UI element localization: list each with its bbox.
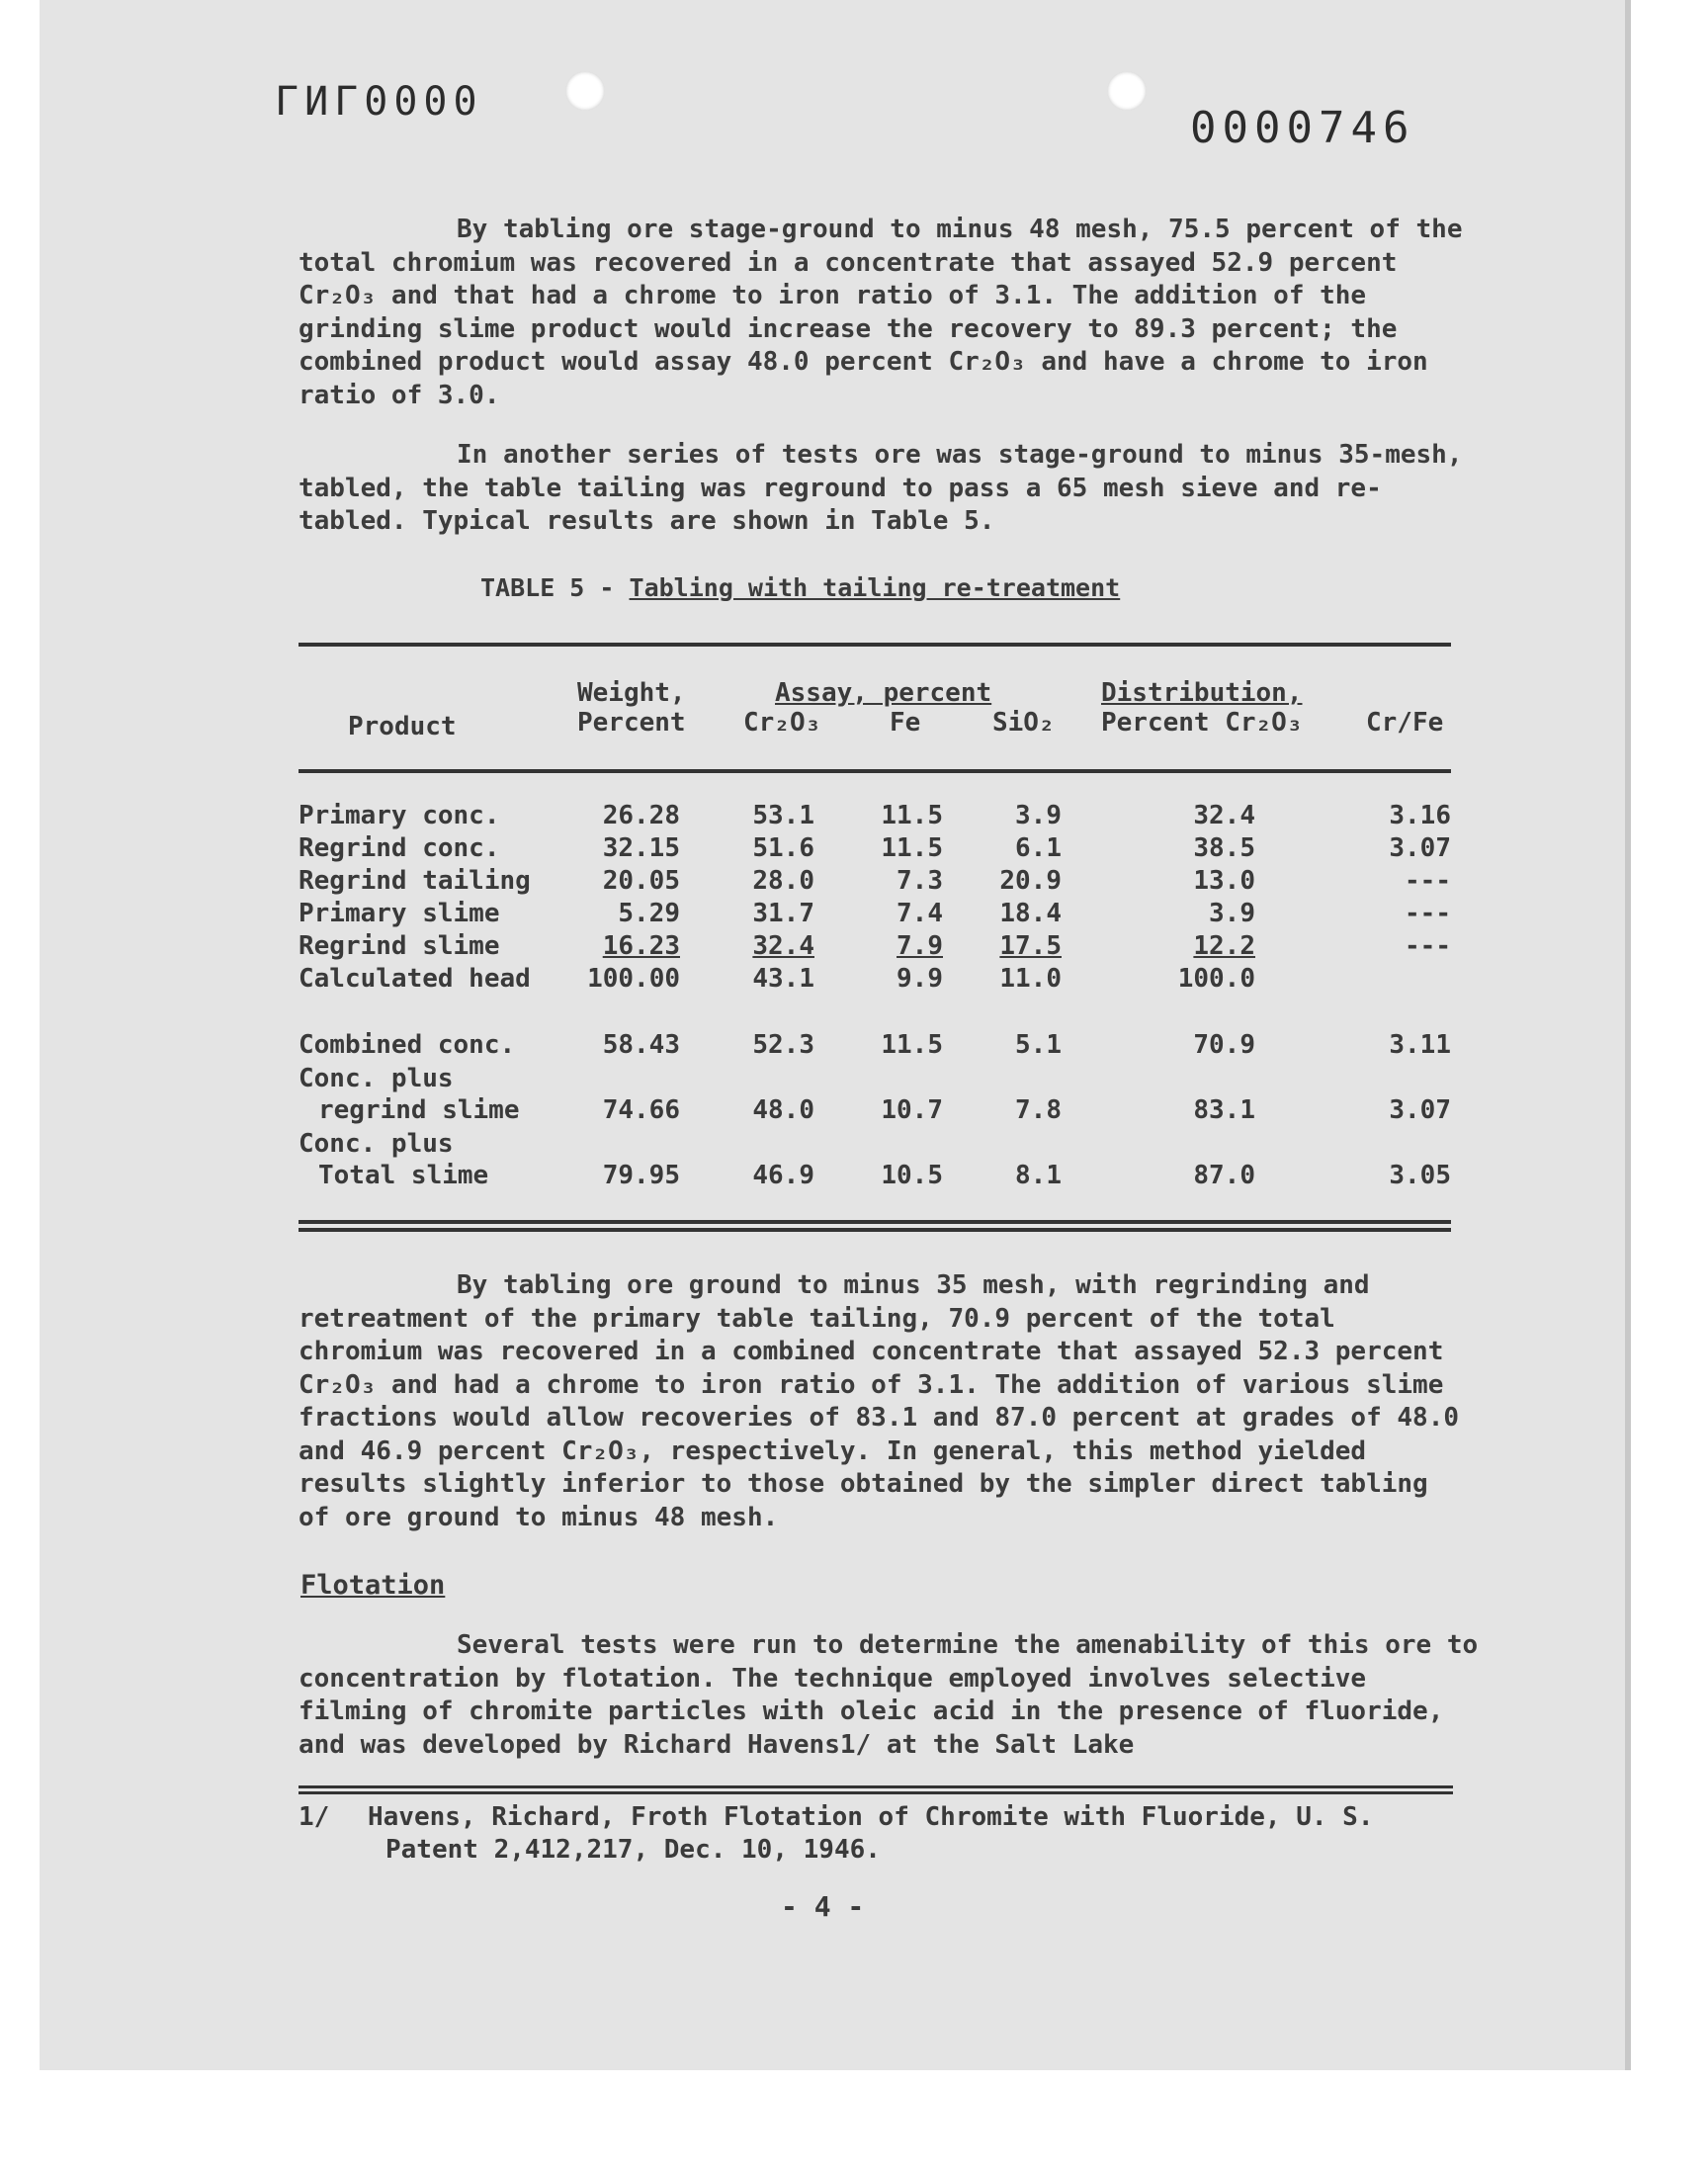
cell-product: Combined conc. [299, 1030, 516, 1060]
page-number: - 4 - [781, 1890, 865, 1923]
cell-weight: 26.28 [602, 801, 680, 830]
section-heading-flotation: Flotation [300, 1570, 446, 1601]
paragraph-regrind-results: By tabling ore ground to minus 35 mesh, with regrinding and retreatment of the primary table tailing, 70.9 percent of the total chromium was recovered in a combined concentrate that assayed 52.3 percent Cr₂O₃ and had a chrome to iron ratio of 3.1. The addition of various slime fractions would allow recoveries of 83.1 and 87.0 percent at grades of 48.0 and 46.9 percent Cr₂O₃, respectively. In general, this method yielded results slightly inferior to those obtained by the simpler direct tabling of ore ground to minus 48 mesh. [299, 1270, 1459, 1532]
footnote-line-2: Patent 2,412,217, Dec. 10, 1946. [385, 1835, 881, 1865]
cell-fe: 11.5 [881, 801, 943, 830]
header-product: Product [348, 712, 457, 741]
cell-product: Primary slime [299, 899, 500, 928]
cell-weight: 16.23 [602, 931, 680, 961]
footnote-mark: 1/ [299, 1802, 330, 1832]
cell-fe: 7.9 [897, 931, 943, 961]
cell-distribution: 3.9 [1209, 899, 1255, 928]
cell-cr-fe: --- [1405, 931, 1451, 961]
cell-sio2: 7.8 [1015, 1095, 1062, 1125]
cell-distribution: 83.1 [1193, 1095, 1255, 1125]
cell-cr2o3: 46.9 [752, 1161, 814, 1190]
table-caption-title: Tabling with tailing re-treatment [629, 573, 1121, 602]
cell-distribution: 13.0 [1193, 866, 1255, 896]
cell-weight: 20.05 [602, 866, 680, 896]
cell-weight: 79.95 [602, 1161, 680, 1190]
paragraph-flotation: Several tests were run to determine the amenability of this ore to concentration by flotation. The technique employed involves selective filming of chromite particles with oleic acid in the presence of fluoride, and was developed by Richard Havens1/ at the Salt Lake [299, 1630, 1479, 1760]
cell-fe: 10.7 [881, 1095, 943, 1125]
cell-fe: 11.5 [881, 1030, 943, 1060]
punch-hole-left [565, 71, 605, 111]
cell-sio2: 11.0 [999, 964, 1062, 994]
cell-sio2: 20.9 [999, 866, 1062, 896]
footnote-line-1 [299, 1801, 1373, 1834]
cell-cr2o3: 32.4 [752, 931, 814, 961]
punch-hole-right [1107, 71, 1147, 111]
cell-product: Regrind conc. [299, 833, 500, 863]
page-edge [1625, 0, 1631, 2070]
cell-cr-fe: 3.07 [1389, 1095, 1451, 1125]
cell-cr-fe: --- [1405, 899, 1451, 928]
cell-product-cont: Total slime [318, 1161, 489, 1190]
table-header-rule [299, 769, 1451, 773]
cell-cr2o3: 53.1 [752, 801, 814, 830]
cell-product: Calculated head [299, 964, 531, 994]
cell-distribution: 38.5 [1193, 833, 1255, 863]
cell-cr2o3: 51.6 [752, 833, 814, 863]
cell-product: Conc. plus [299, 1129, 454, 1159]
table-caption-prefix: TABLE 5 - [480, 573, 630, 602]
footnote-rule-second [299, 1791, 1453, 1794]
cell-sio2: 6.1 [1015, 833, 1062, 863]
cell-sio2: 5.1 [1015, 1030, 1062, 1060]
cell-cr-fe: 3.16 [1389, 801, 1451, 830]
header-fe: Fe [890, 708, 921, 738]
cell-product-cont: regrind slime [318, 1095, 520, 1125]
cell-fe: 7.4 [897, 899, 943, 928]
cell-cr2o3: 31.7 [752, 899, 814, 928]
cell-product: Regrind slime [299, 931, 500, 961]
table-bottom-rule-double [299, 1228, 1451, 1232]
footnote [299, 1801, 1373, 1867]
cell-distribution: 32.4 [1193, 801, 1255, 830]
cell-sio2: 18.4 [999, 899, 1062, 928]
cell-product: Primary conc. [299, 801, 500, 830]
cell-product: Regrind tailing [299, 866, 531, 896]
cell-cr2o3: 52.3 [752, 1030, 814, 1060]
cell-distribution: 100.0 [1177, 964, 1255, 994]
header-sio2: SiO₂ [992, 708, 1055, 738]
document-id-left: ΓИΓ0000 [275, 79, 483, 125]
cell-cr-fe: 3.11 [1389, 1030, 1451, 1060]
cell-weight: 100.00 [587, 964, 680, 994]
cell-fe: 11.5 [881, 833, 943, 863]
header-assay-percent: Assay, percent [775, 678, 992, 708]
cell-distribution: 12.2 [1193, 931, 1255, 961]
cell-weight: 5.29 [618, 899, 680, 928]
footnote-text-1: Havens, Richard, Froth Flotation of Chromite with Fluoride, U. S. [368, 1802, 1374, 1832]
cell-distribution: 87.0 [1193, 1161, 1255, 1190]
cell-weight: 32.15 [602, 833, 680, 863]
cell-cr-fe: --- [1405, 866, 1451, 896]
cell-fe: 10.5 [881, 1161, 943, 1190]
cell-sio2: 8.1 [1015, 1161, 1062, 1190]
cell-sio2: 17.5 [999, 931, 1062, 961]
table-top-rule [299, 643, 1451, 647]
header-cr2o3: Cr₂O₃ [743, 708, 821, 738]
header-weight-percent: Percent [577, 708, 686, 738]
cell-product: Conc. plus [299, 1064, 454, 1093]
cell-fe: 7.3 [897, 866, 943, 896]
paragraph-stage-ground-35: In another series of tests ore was stage-ground to minus 35-mesh, tabled, the table tailing was reground to pass a 65 mesh sieve and re-tabled. Typical results are shown in Table 5. [299, 440, 1463, 536]
cell-weight: 58.43 [602, 1030, 680, 1060]
header-distribution-percent: Percent Cr₂O₃ [1101, 708, 1303, 738]
footnote-rule [299, 1785, 1453, 1788]
table-bottom-rule [299, 1220, 1451, 1224]
paragraph-tabling-48-mesh: By tabling ore stage-ground to minus 48 mesh, 75.5 percent of the total chromium was recovered in a concentrate that assayed 52.9 percent Cr₂O₃ and that had a chrome to iron ratio of 3.1. The addition of the grinding slime product would increase the recovery to 89.3 percent; the combined product would assay 48.0 percent Cr₂O₃ and have a chrome to iron ratio of 3.0. [299, 215, 1463, 410]
cell-weight: 74.66 [602, 1095, 680, 1125]
cell-distribution: 70.9 [1193, 1030, 1255, 1060]
document-id-right: 0000746 [1190, 103, 1415, 153]
cell-cr-fe: 3.05 [1389, 1161, 1451, 1190]
cell-cr2o3: 48.0 [752, 1095, 814, 1125]
header-weight: Weight, [577, 678, 686, 708]
header-distribution: Distribution, [1101, 678, 1303, 708]
cell-cr-fe: 3.07 [1389, 833, 1451, 863]
cell-cr2o3: 28.0 [752, 866, 814, 896]
header-cr-fe: Cr/Fe [1366, 708, 1444, 738]
cell-sio2: 3.9 [1015, 801, 1062, 830]
cell-cr2o3: 43.1 [752, 964, 814, 994]
table-caption [480, 573, 1120, 602]
cell-fe: 9.9 [897, 964, 943, 994]
